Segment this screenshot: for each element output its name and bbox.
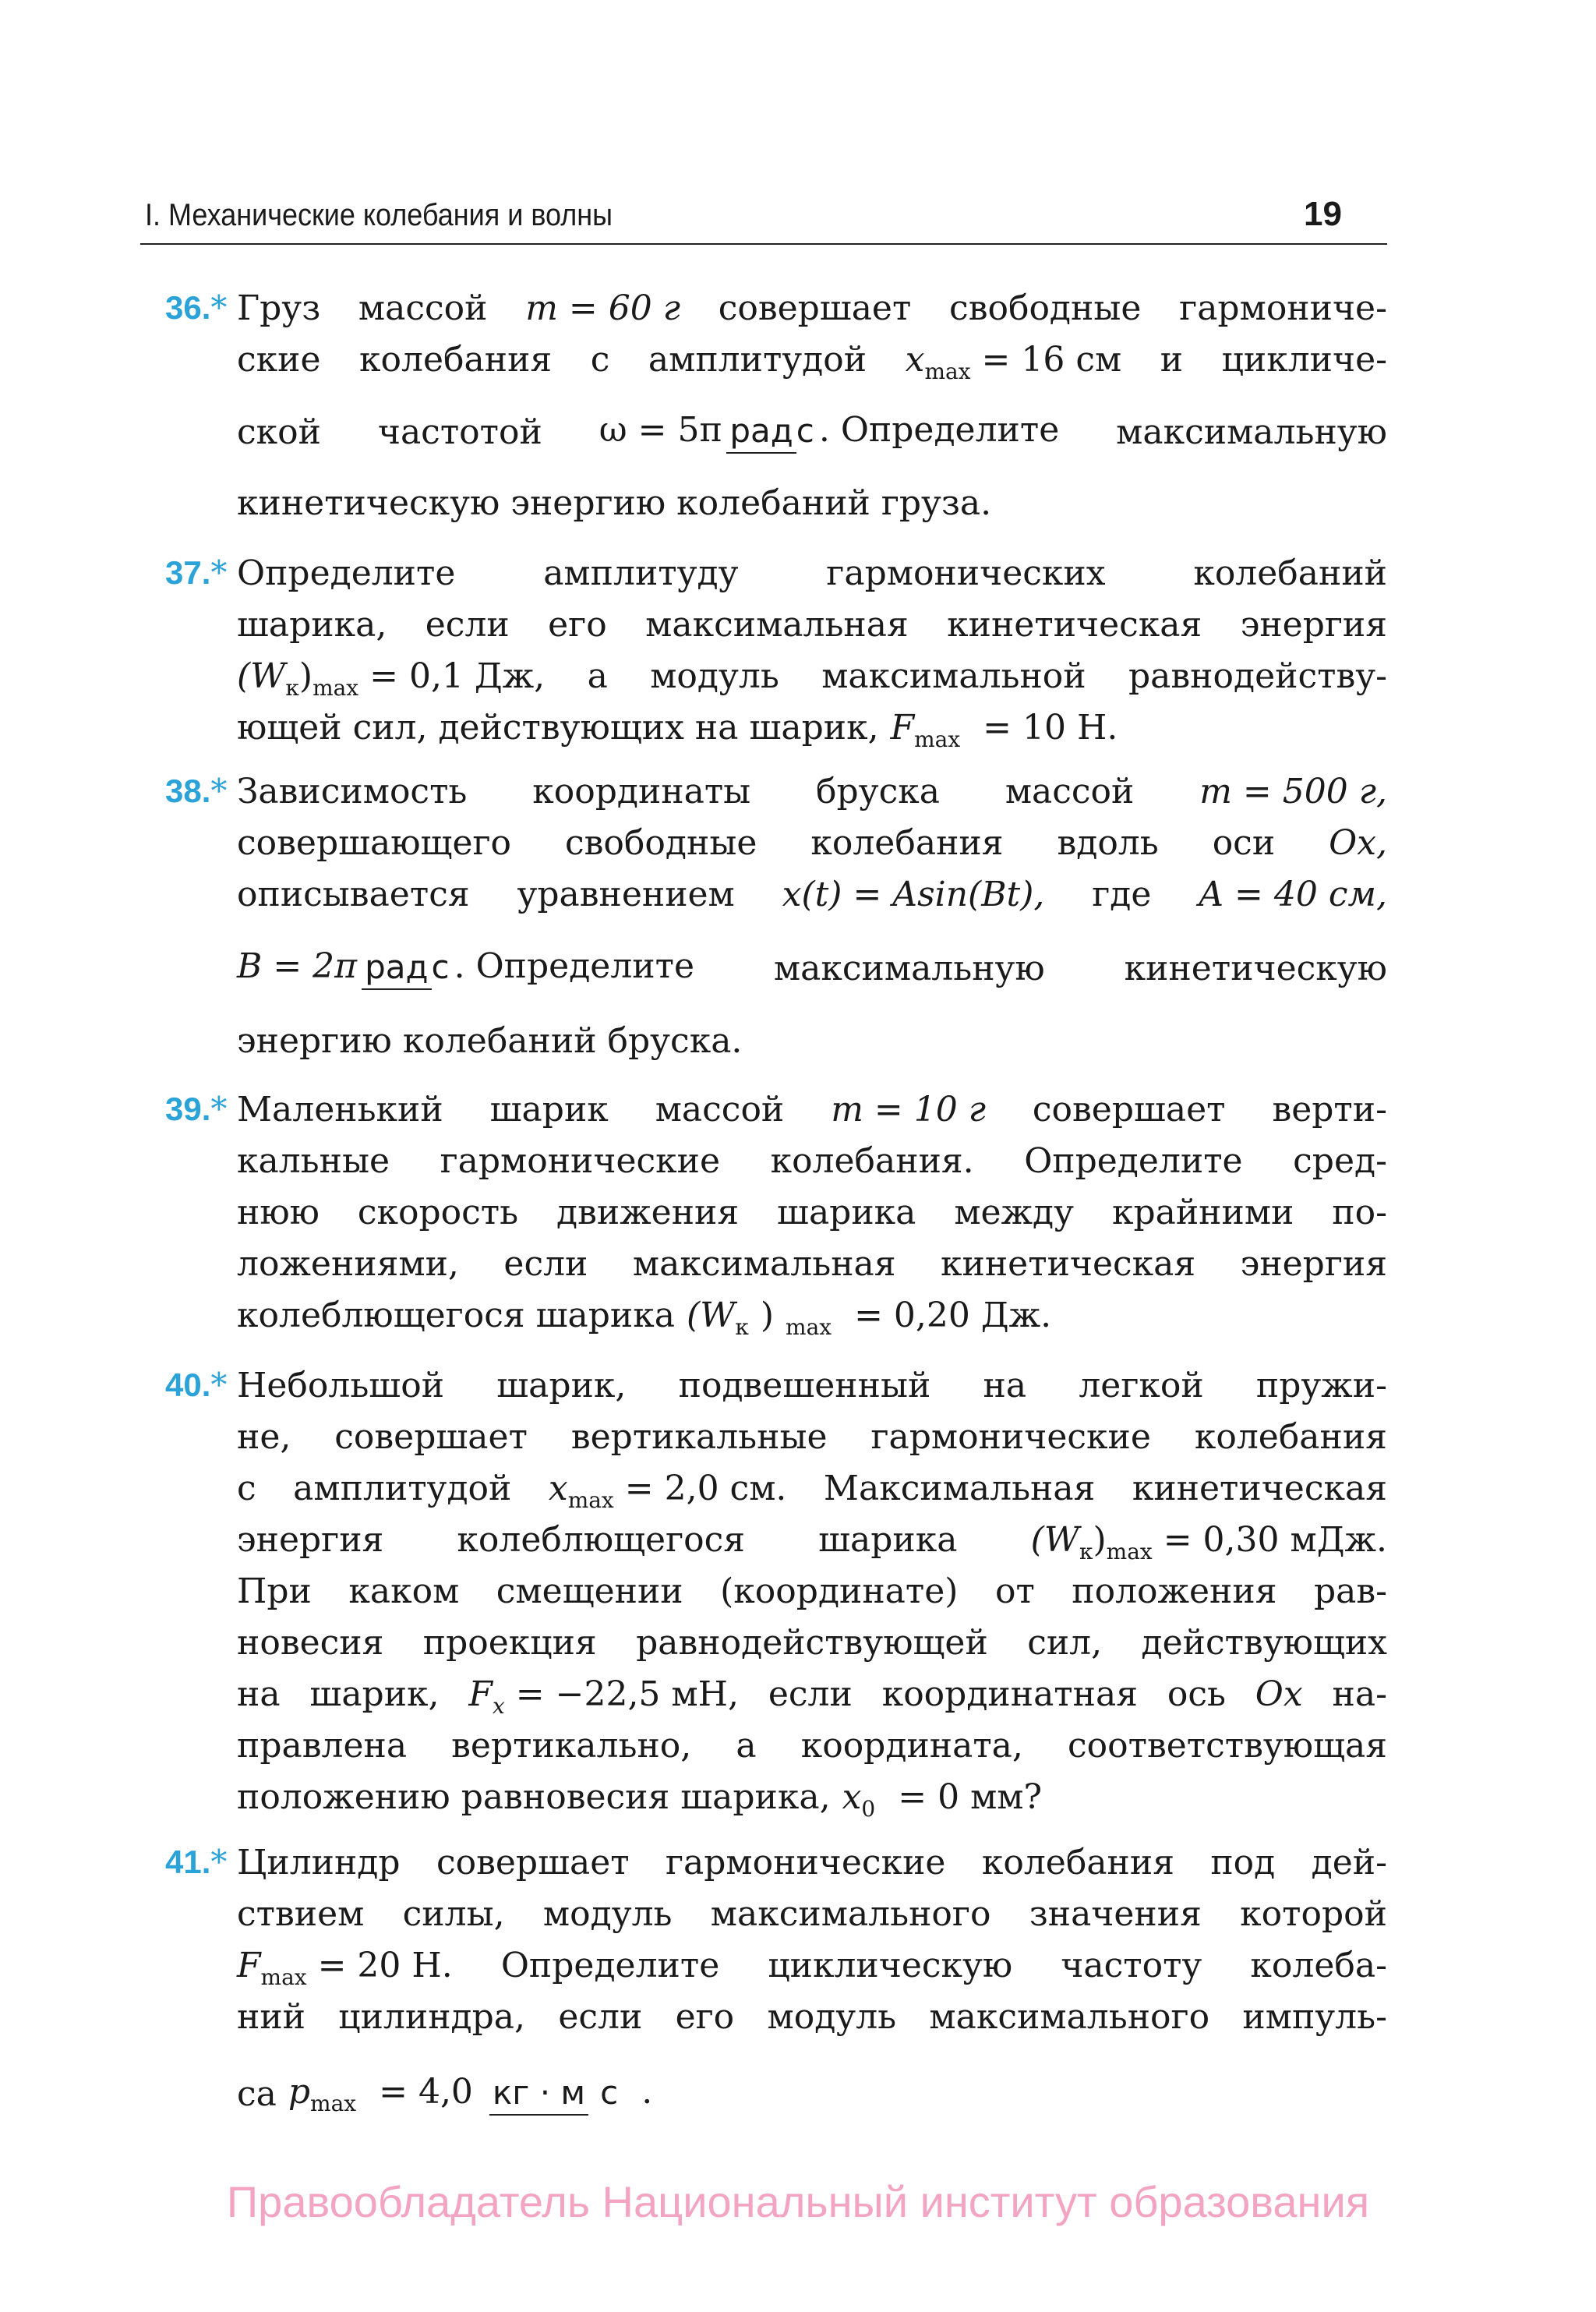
fraction: радс [726,410,814,454]
problem-line: B = 2π радс . Определите максимальную кинетическую [237,924,1387,1012]
problem-line: При каком смещении (координате) от положения рав- [237,1571,1387,1611]
problem-line: Определите амплитуду гармонических колебаний [237,553,1387,593]
problem-line: (Wк)max = 0,1 Дж, а модуль максимальной равнодейству- [237,656,1387,701]
page-header [140,195,1387,245]
chapter-title: I. Механические колебания и волны [145,198,613,232]
problem-number: 38.* [165,772,228,810]
problem-line: описывается уравнением x(t) = Asin(Bt), где A = 40 см, [237,875,1387,914]
page-number: 19 [1304,195,1342,233]
problem-39 [165,1090,1387,1355]
problem-number: 37.* [165,553,228,592]
problem-line: шарика, если его максимальная кинетическая энергия [237,605,1387,645]
problem-line: на шарик, Fx = −22,5 мН, если координатная ось Ox на- [237,1674,1387,1719]
problem-number: 40.* [165,1366,228,1404]
problem-line: правлена вертикально, а координата, соответствующая [237,1726,1387,1766]
fraction: кг · м с [489,2072,630,2116]
problem-line: энергия колеблющегося шарика (Wк)max = 0,30 мДж. [237,1520,1387,1564]
problem-line: кальные гармонические колебания. Определите сред- [237,1141,1387,1181]
problem-line: Зависимость координаты бруска массой m = 500 г, [237,772,1387,811]
problem-38 [165,772,1387,1076]
problem-line: нюю скорость движения шарика между крайними по- [237,1193,1387,1232]
problem-line: с амплитудой xmax = 2,0 см. Максимальная кинетическая [237,1469,1387,1513]
problem-line: положению равновесия шарика, x0 = 0 мм? [237,1777,1043,1822]
problem-37 [165,553,1387,764]
problem-line: ствием силы, модуль максимального значения которой [237,1894,1387,1934]
problem-line: совершающего свободные колебания вдоль оси Ox, [237,823,1387,863]
problem-number: 36.* [165,288,228,327]
problem-line: новесия проекция равнодействующей сил, действующих [237,1623,1387,1663]
problem-line: Груз массой m = 60 г совершает свободные гармониче- [237,288,1387,328]
problem-line: Небольшой шарик, подвешенный на легкой пружи- [237,1366,1387,1405]
problem-line: кинетическую энергию колебаний груза. [237,483,992,523]
problem-line: са pmax = 4,0 кг · м с . [237,2071,653,2116]
problem-line: энергию колебаний бруска. [237,1021,743,1061]
problem-40 [165,1366,1387,1833]
problem-number: 39.* [165,1090,228,1128]
problem-line: Fmax = 20 Н. Определите циклическую частоту колеба- [237,1946,1387,1990]
problem-line: Цилиндр совершает гармонические колебания под дей- [237,1843,1387,1882]
problem-36 [165,288,1387,538]
problem-line: ложениями, если максимальная кинетическая энергия [237,1244,1387,1284]
problem-line: не, совершает вертикальные гармонические колебания [237,1417,1387,1457]
problem-line: Маленький шарик массой m = 10 г совершает верти- [237,1090,1387,1129]
problem-line: ний цилиндра, если его модуль максимального импуль- [237,1997,1387,2037]
problem-number: 41.* [165,1843,228,1881]
problem-41 [165,1843,1387,2147]
problem-line: колеблющегося шарика (Wк ) max = 0,20 Дж. [237,1296,1052,1340]
problem-line: ские колебания с амплитудой xmax = 16 см и цикличе- [237,340,1387,384]
fraction: радс [362,946,450,990]
problem-line: ющей сил, действующих на шарик, Fmax = 10 Н. [237,708,1118,752]
problem-line: ской частотой ω = 5π радс . Определите максимальную [237,388,1387,475]
copyright-watermark: Правообладатель Национальный институт образования [226,2177,1370,2226]
